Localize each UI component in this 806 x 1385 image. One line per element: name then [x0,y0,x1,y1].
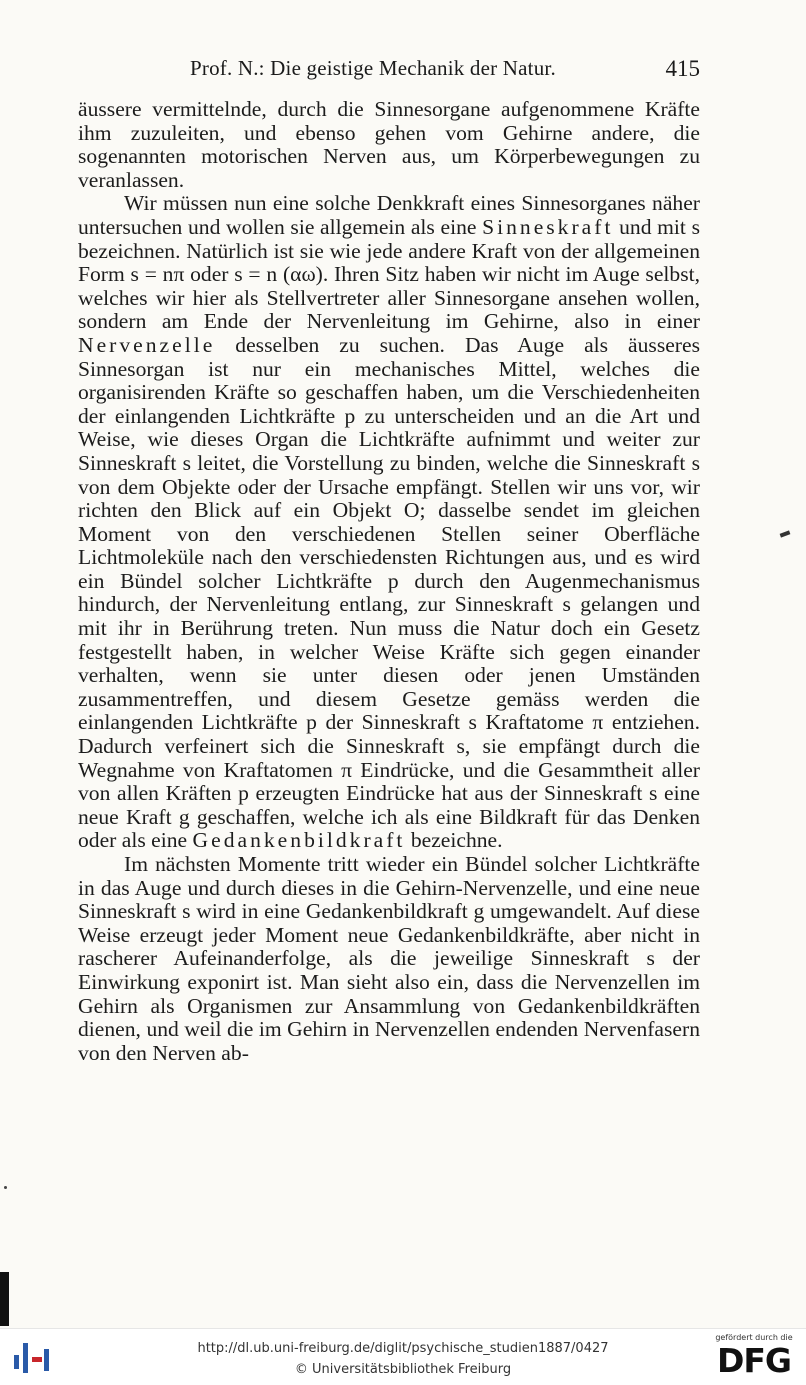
term-gedankenbildkraft: Gedankenbildkraft [192,828,406,853]
document-url-link[interactable]: http://dl.ub.uni-freiburg.de/diglit/psychische_studien1887/0427 [197,1341,609,1356]
paragraph-2 [78,192,700,853]
paragraph-3: Im nächsten Momente tritt wieder ein Bündel solcher Lichtkräfte in das Auge und durch dieses in die Gehirn-Nervenzelle, und eine neue Sinneskraft s wird in eine Gedankenbildkraft g umgewandelt. Auf diese Weise erzeugt jeder Moment neue Gedankenbildkräfte, aber nicht in rascherer Aufeinanderfolge, als die jeweilige Sinneskraft s der Einwirkung exponirt ist. Man sieht also ein, dass die Nervenzellen im Gehirn als Organismen zur Ansammlung von Gedankenbildkräften dienen, und weil die im Gehirn in Nervenzellen endenden Nervenfasern von den Nerven ab- [78,852,700,1065]
dfg-caption: gefördert durch die [715,1333,793,1342]
paragraph-2-part-b: und mit s bezeichnen. Natürlich ist sie wie jede andere Kraft von der allgemeinen Form s = nπ oder s = n (αω). Ihren Sitz haben wir nicht im Auge selbst, welches wir hier als Stellvertreter aller Sinnesorgane ansehen wollen, sondern am Ende der Nervenleitung im Gehirne, also in einer [78,214,700,334]
running-title: Prof. N.: Die geistige Mechanik der Natur. [190,56,556,80]
copyright-notice: © Universitätsbibliothek Freiburg [294,1362,512,1377]
term-nervenzelle: Nervenzelle [78,332,216,357]
dfg-funding-badge [710,1333,798,1381]
viewer-footer [0,1328,806,1385]
term-sinneskraft: Sinneskraft [482,214,614,239]
scan-edge-mark [0,1272,9,1326]
dfg-logo: DFG [716,1341,792,1380]
paragraph-2-part-d: bezeichne. [405,828,503,853]
body-text [78,98,700,1065]
paragraph-2-part-c: desselben zu suchen. Das Auge als äusseres Sinnesorgan ist nur ein mechanisches Mittel, welches die organisirenden Kräfte so geschaffen haben, um die Verschiedenheiten der einlangenden Lichtkräfte p zu unterscheiden und an die Art und Weise, wie dieses Organ die Lichtkräfte aufnimmt und weiter zur Sinneskraft s leitet, die Vorstellung zu binden, welche die Sinneskraft s von dem Objekte oder der Ursache empfängt. Stellen wir uns vor, wir richten den Blick auf ein Objekt O; dasselbe sendet im gleichen Moment von den verschiedenen Stellen seiner Oberfläche Lichtmoleküle nach den verschiedensten Richtungen aus, und es wird ein Bündel solcher Lichtkräfte p durch den Augenmechanismus hindurch, der Nervenleitung entlang, zur Sinneskraft s gelangen und mit ihr in Berührung treten. Nun muss die Natur doch ein Gesetz festgestellt haben, in welcher Weise Kräfte sich gegen einander verhalten, wenn sie unter diesen oder jenen Umständen zusammentreffen, und diesem Gesetze gemäss werden die einlangenden Lichtkräfte p der Sinneskraft s Kraftatome π entziehen. Dadurch verfeinert sich die Sinneskraft s, sie empfängt durch die Wegnahme von Kraftatomen π Eindrücke, und die Gesammtheit aller von allen Kräften p erzeugten Eindrücke hat aus der Sinneskraft s eine neue Kraft g geschaffen, welche ich als eine Bildkraft für das Denken oder als eine [78,332,700,853]
paragraph-1: äussere vermittelnde, durch die Sinnesorgane aufgenommene Kräfte ihm zuzuleiten, und ebenso gehen vom Gehirne andere, die sogenannten motorischen Nerven aus, um Körperbewegungen zu veranlassen. [78,97,700,192]
paragraph-2-part-a: Wir müssen nun eine solche Denkkraft eines Sinnesorganes näher untersuchen und wollen sie allgemein als eine [78,191,700,239]
page-number: 415 [665,56,700,81]
page-header [78,56,700,86]
scan-artifact-dot [4,1186,7,1189]
scan-artifact-mark [780,530,791,537]
